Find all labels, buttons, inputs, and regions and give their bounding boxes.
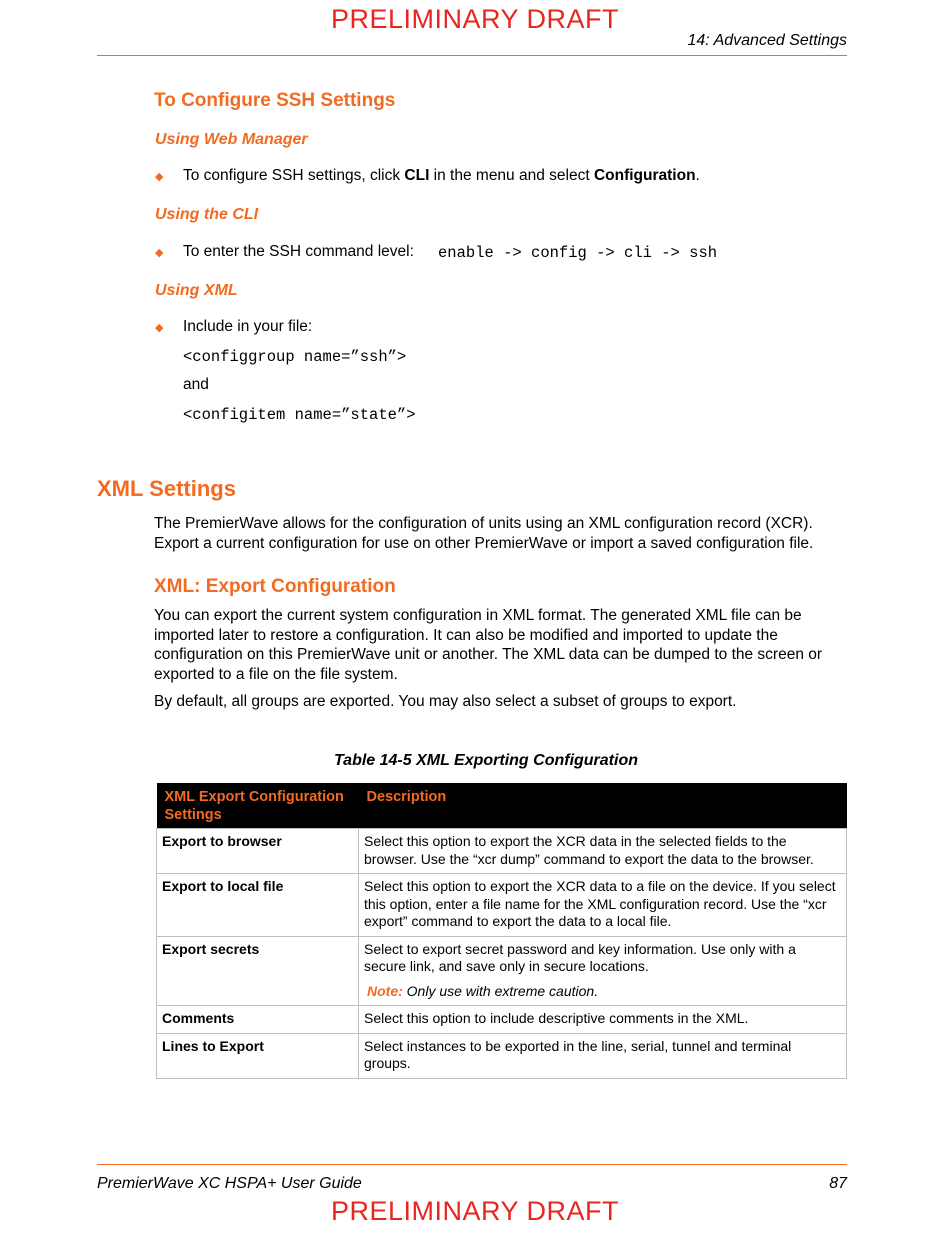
bullet-icon: ◆ [155,247,164,259]
table-header-row [157,783,847,829]
bullet-icon: ◆ [155,171,164,183]
setting-cell: Lines to Export [157,1033,359,1078]
xml-instruction: Include in your file: [183,318,313,335]
page-number: 87 [829,1175,847,1192]
web-manager-heading: Using Web Manager [155,131,308,148]
setting-cell: Export secrets [157,936,359,1006]
xml-export-table [156,783,847,1079]
footer-rule [97,1164,847,1165]
export-config-paragraph: You can export the current system configuration in XML format. The generated XML file can be imported later to restore a configuration. It can also be modified and imported to update the configuration on this PremierWave unit or another. The XML data can be dumped to the screen or exported to a file on the file system. [154,607,823,683]
setting-cell: Export to browser [157,829,359,874]
xml-heading: Using XML [155,282,238,299]
description-cell: Select instances to be exported in the line, serial, tunnel and terminal groups. [359,1033,847,1078]
xml-configgroup-line: <configgroup name=”ssh”> [183,348,407,366]
cli-heading: Using the CLI [155,206,259,223]
ssh-title: To Configure SSH Settings [154,90,396,111]
table-row [157,1006,847,1034]
watermark-bottom: PRELIMINARY DRAFT [330,1196,620,1226]
description-cell: Select this option to export the XCR data in the selected fields to the browser. Use the “xcr dump” command to export the data to the browser. [359,829,847,874]
column-header-setting: XML Export Configuration Settings [157,783,359,829]
footer-title: PremierWave XC HSPA+ User Guide [97,1175,362,1192]
web-manager-instruction: To configure SSH settings, click CLI in the menu and select Configuration. [183,167,700,184]
description-cell [359,936,847,1006]
xml-settings-intro: The PremierWave allows for the configuration of units using an XML configuration record (XCR). Export a current configuration for use on other PremierWave or import a saved configuration file. [154,515,814,552]
table-row [157,829,847,874]
cli-command: enable -> config -> cli -> ssh [438,244,718,262]
export-default-paragraph: By default, all groups are exported. You may also select a subset of groups to export. [154,693,737,710]
header-rule [97,55,847,56]
description-text: Select to export secret password and key information. Use only with a secure link, and save only in secure locations. [364,940,796,974]
xml-and-text: and [183,376,209,393]
table-row [157,1033,847,1078]
column-header-description: Description [359,783,847,829]
xml-configitem-line: <configitem name=”state”> [183,406,416,424]
table-row [157,874,847,937]
setting-cell: Comments [157,1006,359,1034]
note-text: Only use with extreme caution. [406,982,599,999]
setting-cell: Export to local file [157,874,359,937]
chapter-header: 14: Advanced Settings [687,32,847,49]
table-row [157,936,847,1006]
export-config-title: XML: Export Configuration [154,576,396,597]
table-caption: Table 14-5 XML Exporting Configuration [333,752,638,769]
note-label: Note: [367,982,403,999]
xml-settings-title: XML Settings [97,476,236,501]
watermark-top: PRELIMINARY DRAFT [330,4,620,34]
bullet-icon: ◆ [155,322,164,334]
caution-note [364,983,840,1001]
description-cell: Select this option to include descriptive comments in the XML. [359,1006,847,1034]
description-cell: Select this option to export the XCR data to a file on the device. If you select this option, enter a file name for the XML configuration record. Use the “xcr export” command to export the data to a local file. [359,874,847,937]
cli-instruction: To enter the SSH command level: [183,243,414,260]
